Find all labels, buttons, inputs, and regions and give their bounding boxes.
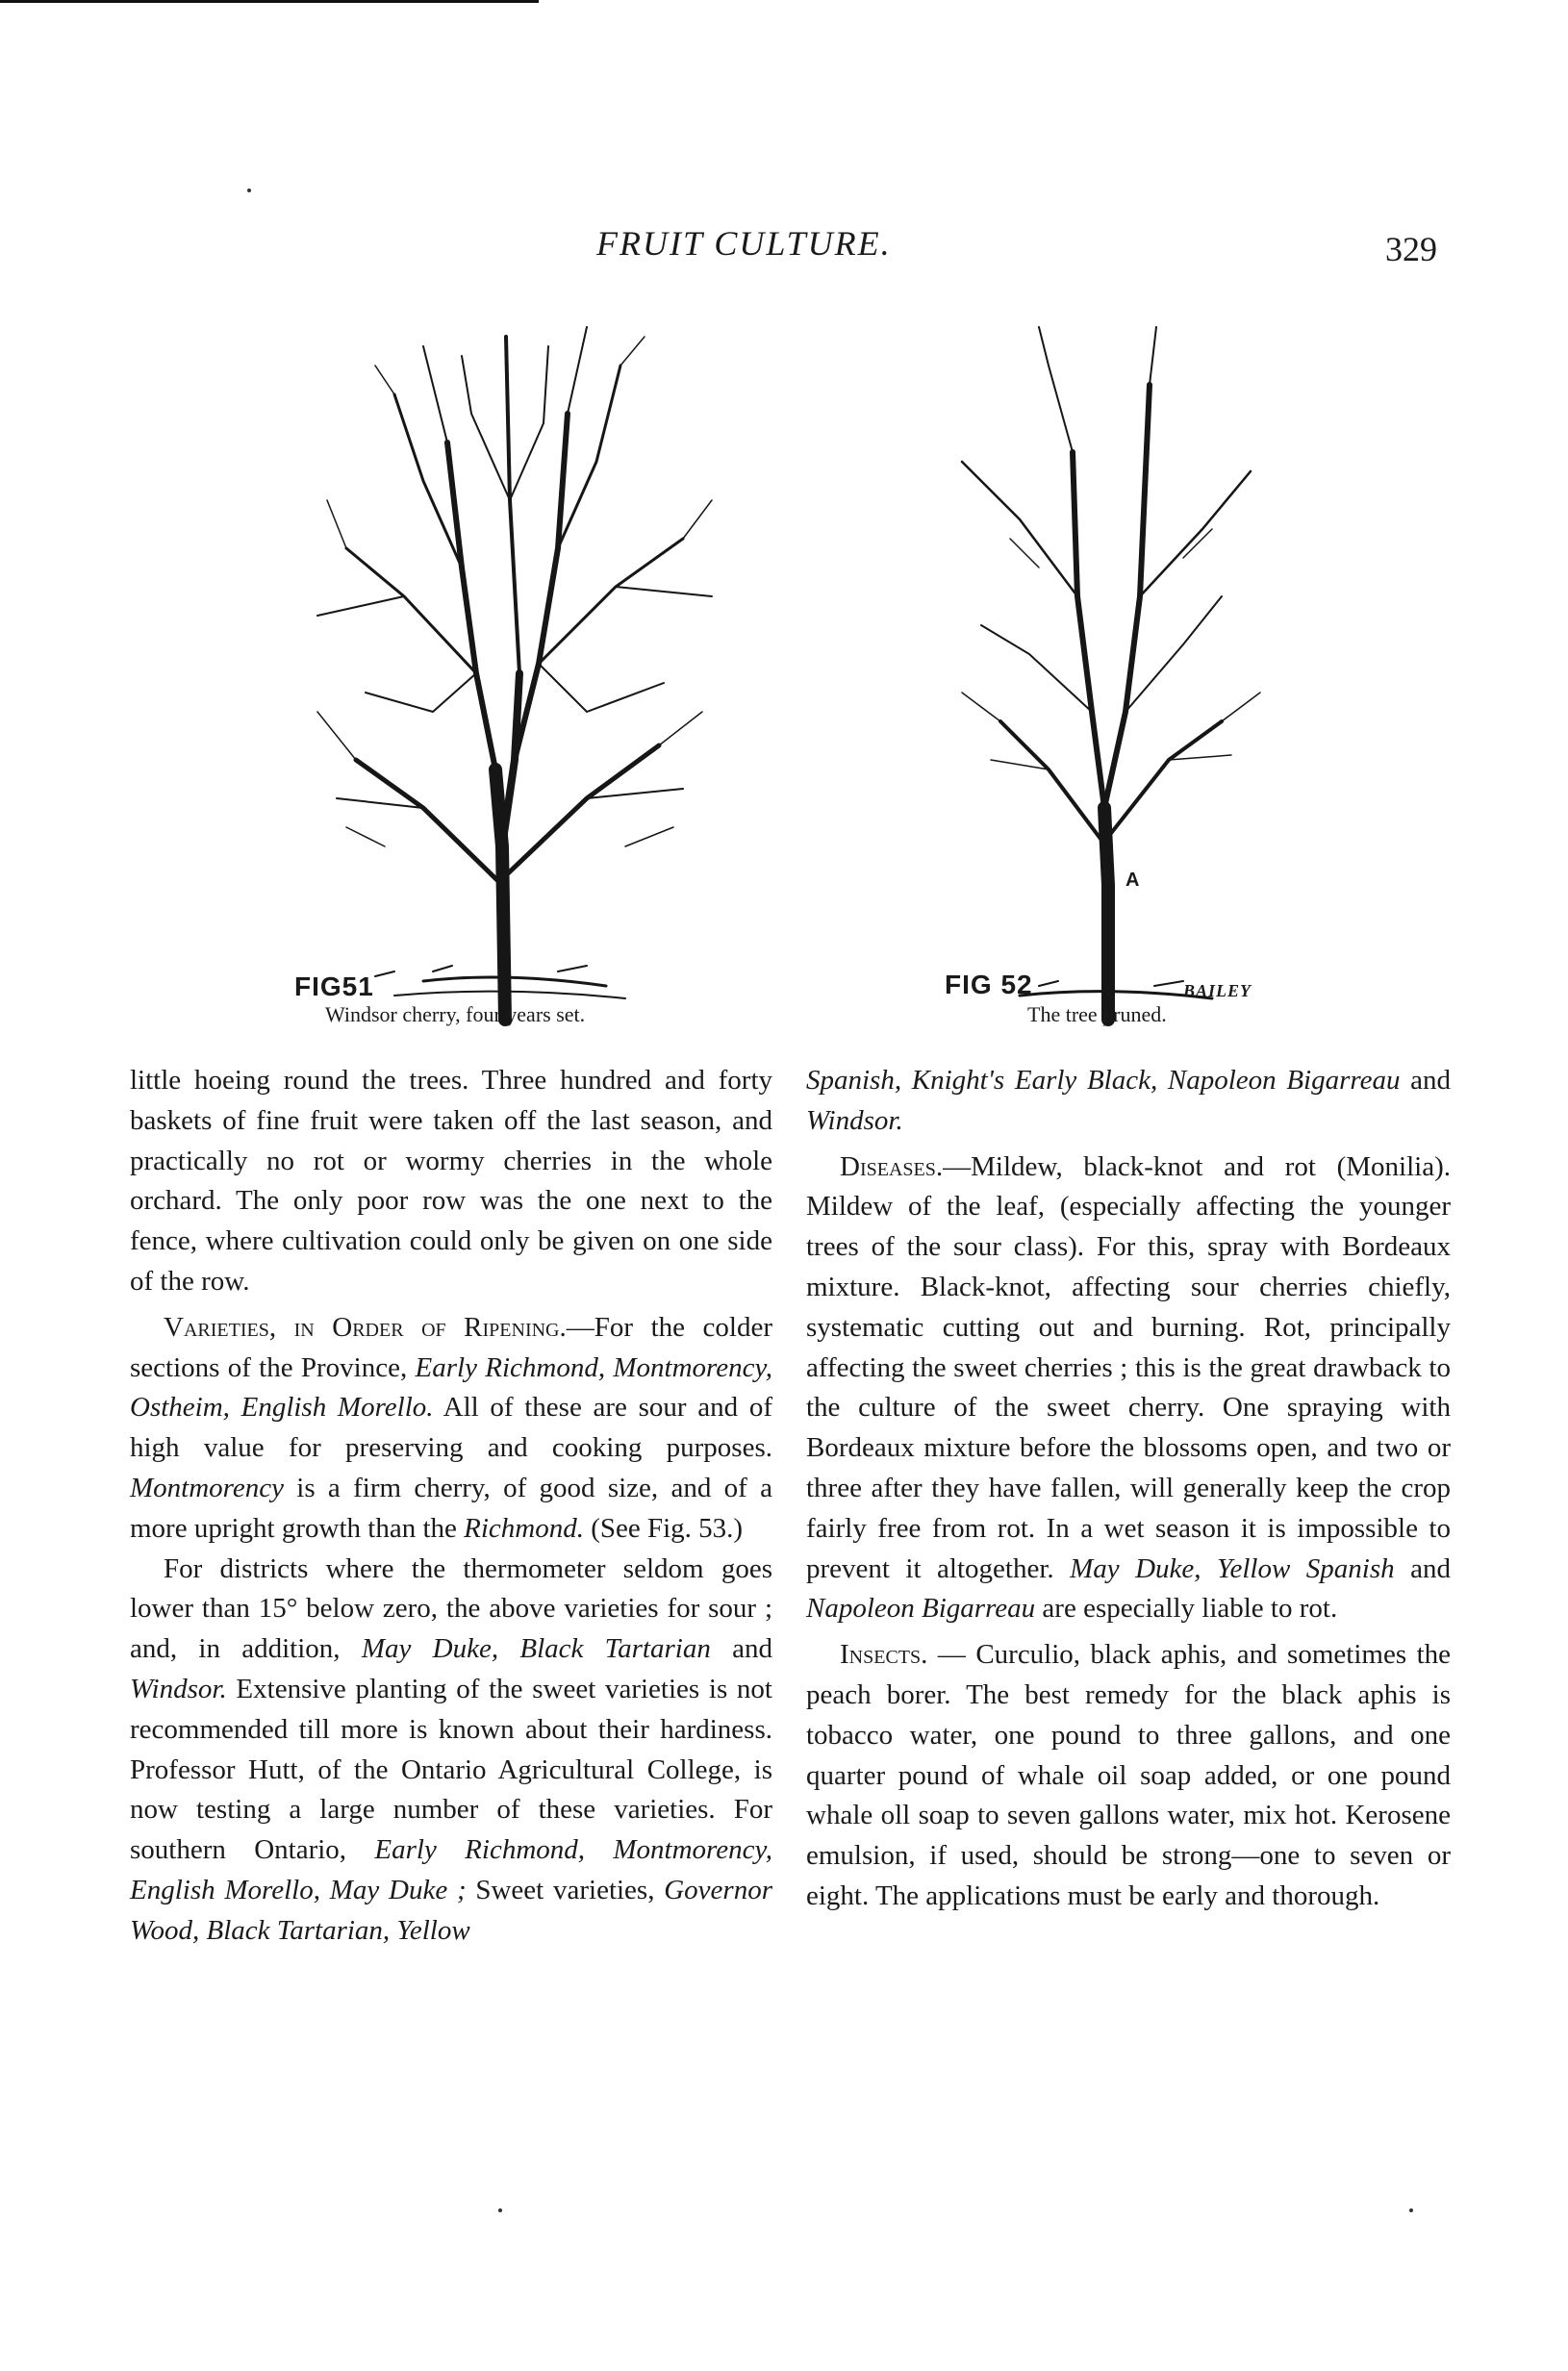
figure-51-label: FIG51 — [294, 971, 374, 1001]
paragraph-continued-varieties: Spanish, Knight's Early Black, Napoleon Bigarreau and Windsor. — [806, 1065, 1452, 1136]
insects-heading: Insects. — [840, 1639, 928, 1671]
figure-52-marker: A — [1125, 870, 1140, 891]
paragraph-varieties: Varieties, in Order of Ripening.—For the colder sections of the Province, Early Richmond, Montmorency, Ostheim, English Morello. All of these are sour and of high value for preserving and cooking purposes. Montmorency is a firm cherry, of good size, and of a more upright growth than the Richmond. (See Fig. 53.) — [130, 1311, 773, 1544]
paragraph-diseases: Diseases.—Mildew, black-knot and rot (Monilia). Mildew of the leaf, (especially affecting the younger trees of the sour class). For this, spray with Bordeaux mixture. Black-knot, affecting sour cherries chiefly, systematic cutting out and burning. Rot, principally affecting the sweet cherries ; this is the great drawback to the culture of the sweet cherry. One spraying with Bordeaux mixture before the blossoms open, and two or three after they have fallen, will generally keep the crop fairly free from rot. In a wet season it is impossible to prevent it altogether. May Duke, Yellow Spanish and Napoleon Bigarreau are especially liable to rot. — [806, 1150, 1452, 1625]
figure-52-caption: The tree pruned. — [1027, 1002, 1167, 1026]
page-number: 329 — [1385, 230, 1437, 268]
right-column — [806, 1061, 1451, 1917]
paragraph-districts: For districts where the thermometer seldom goes lower than 15° below zero, the above varieties for sour ; and, in addition, May Duke, Black Tartarian and Windsor. Extensive planting of the sweet varieties is not recommended till more is known about their hardiness. Professor Hutt, of the Ontario Agricultural College, is now testing a large number of these varieties. For southern Ontario, Early Richmond, Montmorency, English Morello, May Duke ; Sweet varieties, Governor Wood, Black Tartarian, Yellow — [130, 1552, 773, 1946]
figure-51 — [279, 308, 741, 1048]
speck — [498, 2208, 502, 2212]
speck — [247, 189, 251, 192]
left-column — [130, 1061, 772, 1952]
figure-51-caption: Windsor cherry, four years set. — [325, 1002, 586, 1026]
speck — [1409, 2208, 1413, 2212]
page-header — [0, 223, 1568, 281]
figure-52 — [904, 308, 1347, 1048]
figure-52-signature: BAILEY — [1183, 981, 1252, 1000]
varieties-heading: Varieties, in Order of Ripening. — [164, 1311, 567, 1343]
tree-illustration-unpruned — [279, 308, 741, 1048]
tree-illustration-pruned — [904, 308, 1347, 1048]
top-rule — [0, 0, 539, 3]
running-title: FRUIT CULTURE. — [596, 224, 892, 263]
figure-52-label: FIG 52 — [945, 970, 1033, 999]
diseases-heading: Diseases. — [840, 1150, 944, 1182]
paragraph-continuation: little hoeing round the trees. Three hundred and forty baskets of fine fruit were taken off the last season, and practically no rot or wormy cherries in the whole orchard. The only poor row was the one next to the fence, where cultivation could only be given on one side of the row. — [130, 1065, 772, 1297]
paragraph-insects: Insects. — Curculio, black aphis, and sometimes the peach borer. The best remedy for the black aphis is tobacco water, one pound to three gallons, and one quarter pound of whale oil soap added, or one pound whale oll soap to seven gallons water, mix hot. Kerosene emulsion, if used, should be strong—one to seven or eight. The applications must be early and thorough. — [806, 1639, 1451, 1911]
